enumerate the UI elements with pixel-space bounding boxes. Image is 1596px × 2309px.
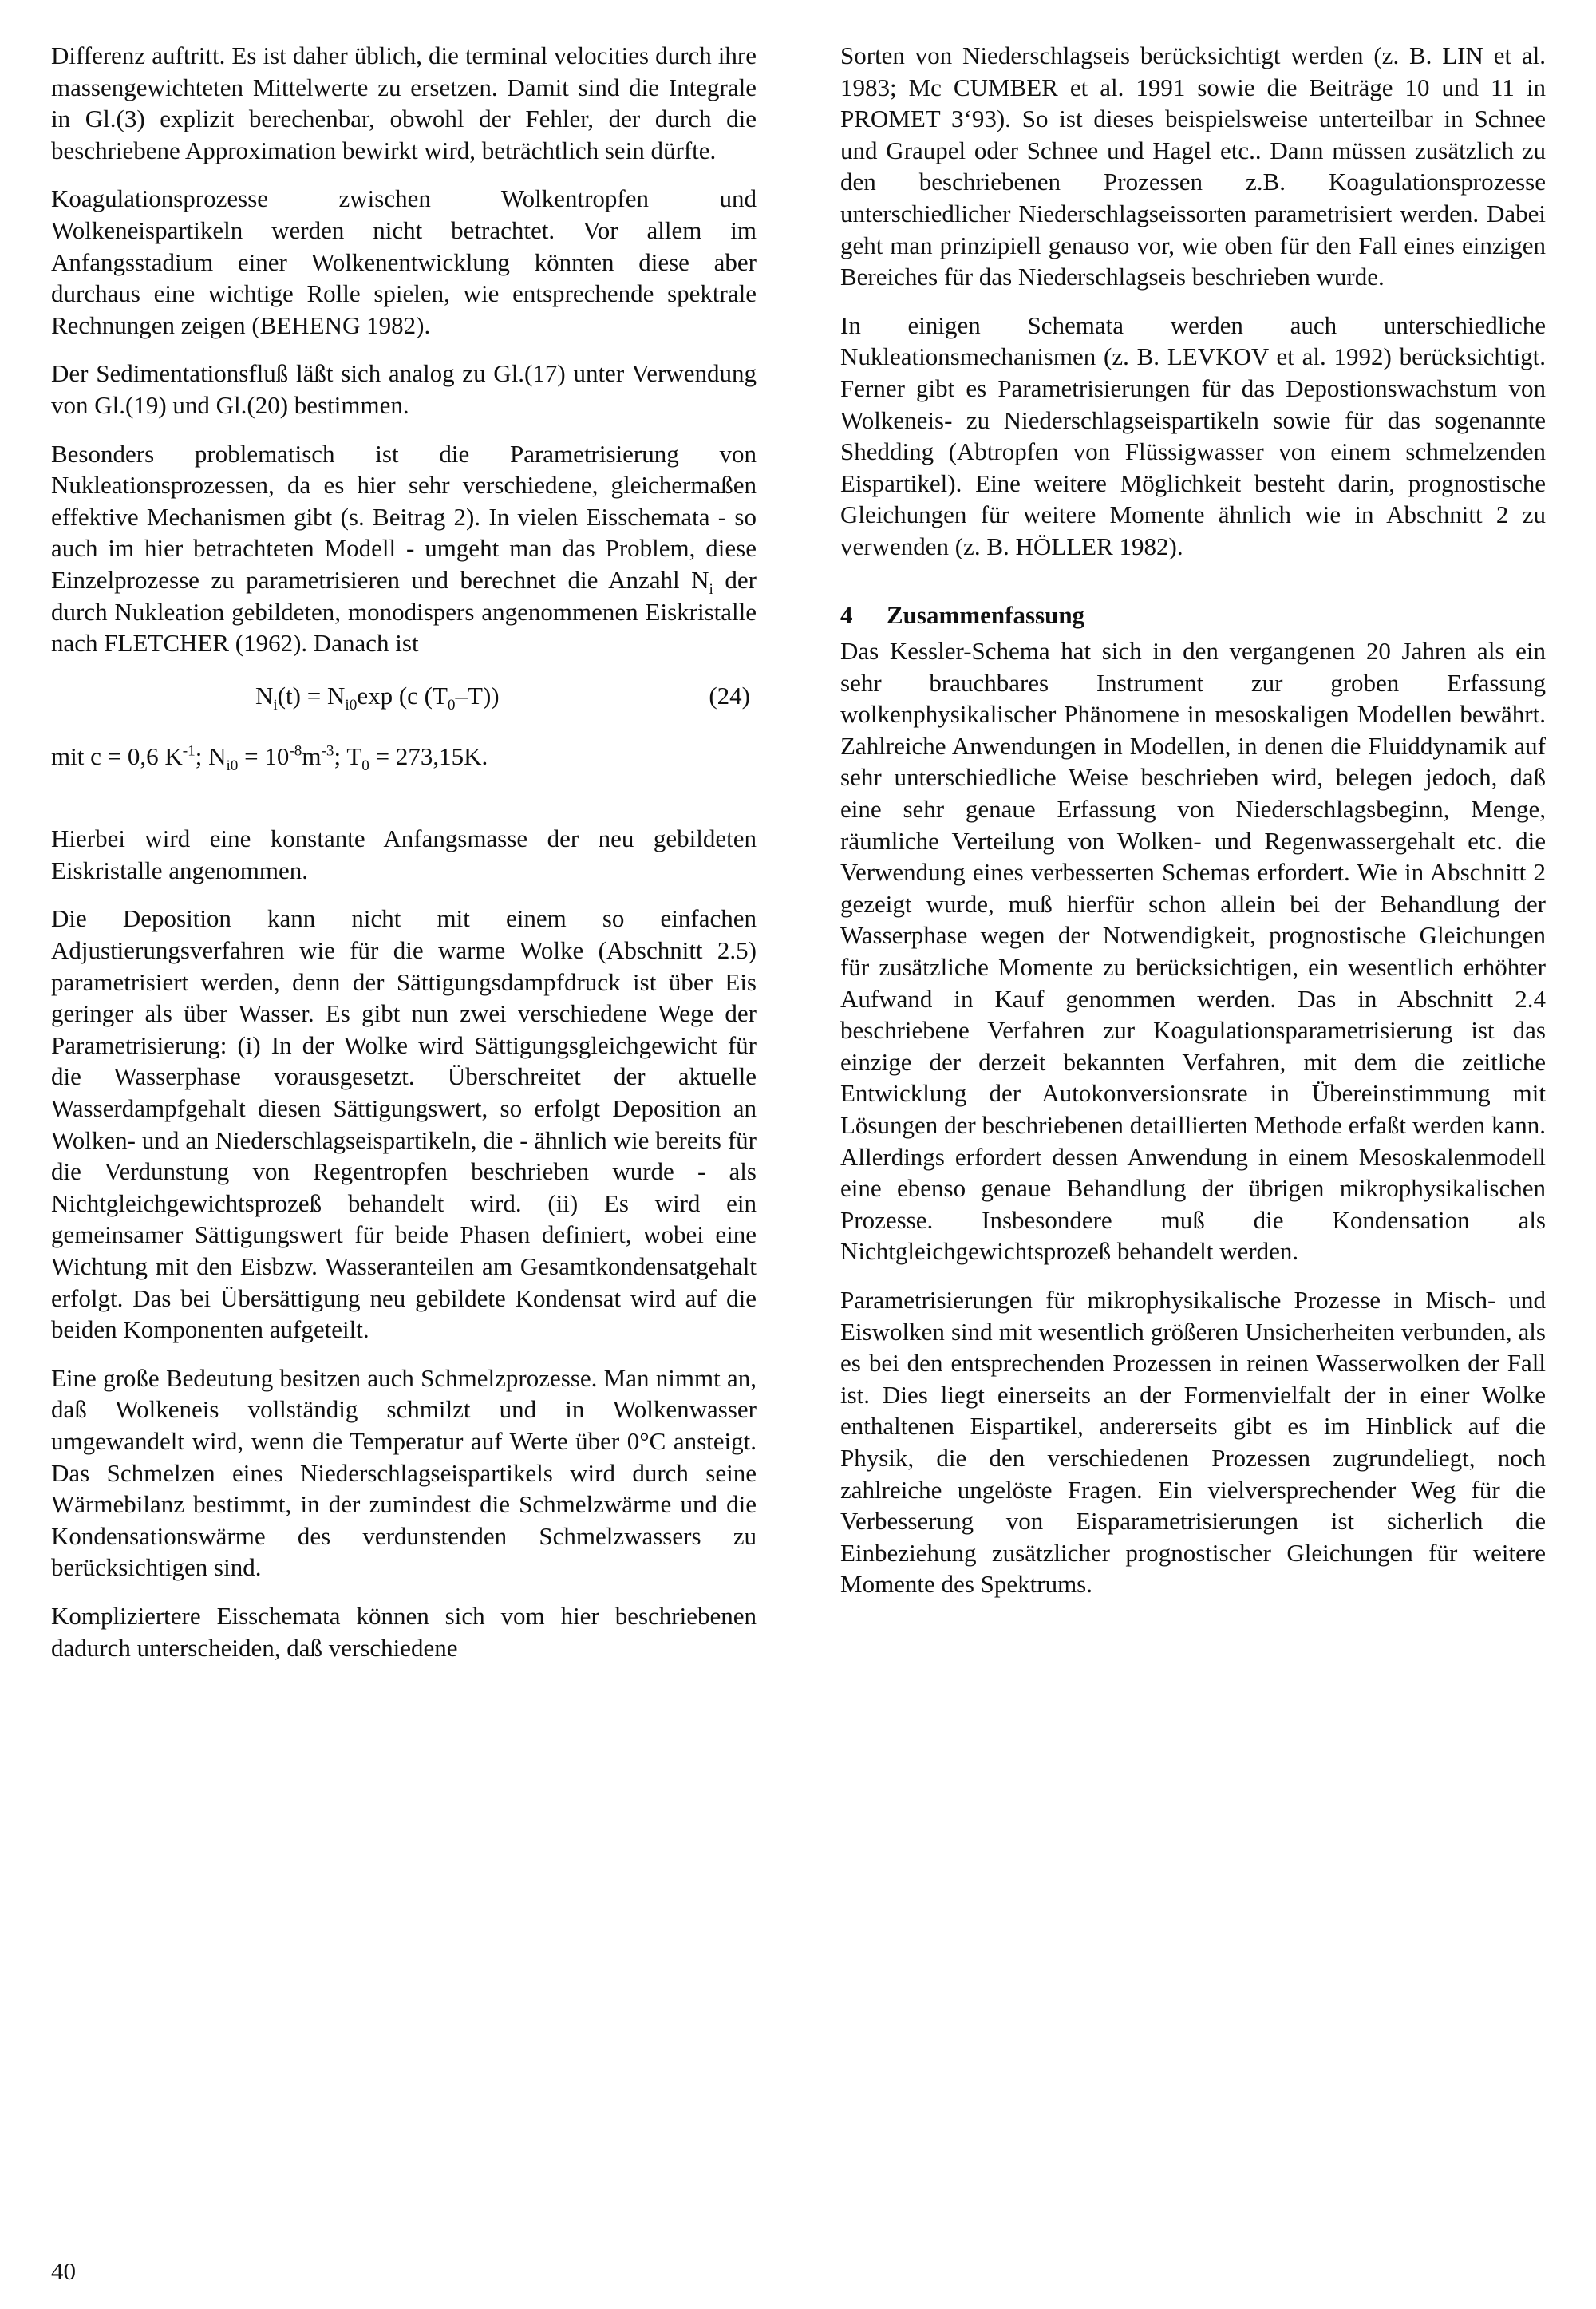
page-number: 40 <box>51 2257 76 2285</box>
equation-number: (24) <box>709 681 750 710</box>
eq-n: N <box>255 681 274 710</box>
const-t-sep: ; T <box>334 741 362 770</box>
paragraph-nukleation <box>51 438 757 659</box>
left-column <box>51 40 757 1680</box>
paragraph-anfangsmasse: Hierbei wird eine konstante Anfangsmasse der neu gebildeten Eiskristalle angenommen. <box>51 824 757 884</box>
const-n-sep: ; N <box>195 741 227 770</box>
section-heading <box>840 599 1546 631</box>
paragraph-kessler-schema: Das Kessler-Schema hat sich in den vergangenen 20 Jahren als ein sehr brauchbares Instrument zur groben Erfassung wolkenphysikalischer Phänomene in mesoskaligen Modellen bewährt. Zahlreiche Anwendungen in Modellen, in denen die Fluiddynamik auf sehr unterschiedliche Weise beschrieben wird, belegen jedoch, daß eine sehr genaue Erfassung von Niederschlagsbeginn, Menge, räumliche Verteilung von Wolken- und Regenwassergehalt etc. die Verwendung eines verbesserten Schemas erfordert. Wie in Abschnitt 2 gezeigt wurde, muß hierfür schon allein bei der Behandlung der Wasserphase wegen der Notwendigkeit, prognostische Gleichungen für zusätzliche Momente zu berücksichtigen, ein wesentlich erhöhter Aufwand in Kauf genommen werden. Das in Abschnitt 2.4 beschriebene Verfahren zur Koagulationsparametrisierung ist das einzige der derzeit bekannten Verfahren, mit dem die zeitliche Entwicklung der Autokonversionsrate in Übereinstimmung mit Lösungen der beschriebenen detaillierten Methode erfaßt werden kann. Allerdings erfordert dessen Anwendung in einem Mesoskalenmodell eine ebenso genaue Behandlung der übrigen mikrophysikalischen Prozesse. Insbesondere muß die Kondensation als Nichtgleichgewichtsprozeß behandelt werden. <box>840 637 1546 1266</box>
equation-24 <box>51 680 757 723</box>
const-m: m <box>302 741 322 770</box>
paragraph-misch-eiswolken: Parametrisierungen für mikrophysikalische Prozesse in Misch- und Eiswolken sind mit wesentlich größeren Unsicherheiten verbunden, als es bei den entsprechenden Prozessen in reinen Wasserwolken der Fall ist. Dies liegt einerseits an der Formenvielfalt der in einer Wolke enthaltenen Eispartikel, andererseits gibt es im Hinblick auf die Physik, die den verschiedenen Prozessen zugrundeliegt, noch zahlreiche ungelöste Fragen. Ein vielversprechender Weg für die Verbesserung von Eisparametrisierungen ist sicherlich die Einbeziehung zusätzlicher prognostischer Gleichungen für weitere Momente des Spektrums. <box>840 1285 1546 1599</box>
const-m-exp: -3 <box>321 742 334 760</box>
paragraph-deposition: Die Deposition kann nicht mit einem so einfachen Adjustierungsverfahren wie für die warme Wolke (Abschnitt 2.5) parametrisiert werden, denn der Sättigungsdampfdruck ist über Eis geringer als über Wasser. Es gibt nun zwei verschiedene Wege der Parametrisierung: (i) In der Wolke wird Sättigungsgleichgewicht für die Wasserphase vorausgesetzt. Überschreitet der aktuelle Wasserdampfgehalt diesen Sättigungswert, so erfolgt Deposition an Wolken- und an Niederschlagseispartikeln, die - ähnlich wie bereits für die Verdunstung von Regentropfen beschrieben wurde - als Nichtgleichgewichtsprozeß behandelt wird. (ii) Es wird ein gemeinsamer Sättigungswert für beide Phasen definiert, wobei eine Wichtung mit den Eisbzw. Wasseranteilen am Gesamtkondensatgehalt erfolgt. Das bei Übersättigung neu gebildete Kondensat wird auf die beiden Komponenten aufgeteilt. <box>51 904 757 1344</box>
section-number: 4 <box>840 600 853 629</box>
eq-tail: –T)) <box>455 681 500 710</box>
eq-sub-i: i <box>273 696 278 714</box>
nukleation-subscript-i: i <box>709 581 713 599</box>
nukleation-text-b: der durch Nukleation gebildeten, monodispers angenommenen Eiskristalle nach FLETCHER (1962). Danach ist <box>51 565 757 658</box>
const-n-eq: = 10 <box>238 741 290 770</box>
paragraph-schmelzprozesse: Eine große Bedeutung besitzen auch Schmelzprozesse. Man nimmt an, daß Wolkeneis vollständig schmilzt und in Wolkenwasser umgewandelt wird, wenn die Temperatur auf Werte über 0°C ansteigt. Das Schmelzen eines Niederschlagseispartikels wird durch seine Wärmebilanz bestimmt, in der zumindest die Schmelzwärme und die Kondensationswärme des verdunstenden Schmelzwassers zu berücksichtigen sind. <box>51 1363 757 1582</box>
const-c-exp: -1 <box>182 742 196 760</box>
equation-constants <box>51 741 757 773</box>
eq-sub-i0: i0 <box>345 696 358 714</box>
const-n-exp: -8 <box>289 742 302 760</box>
paragraph-sedimentation: Der Sedimentationsfluß läßt sich analog zu Gl.(17) unter Verwendung von Gl.(19) und Gl.(20) bestimmen. <box>51 359 757 419</box>
eq-t-part: (t) = N <box>277 681 346 710</box>
const-c: mit c = 0,6 K <box>51 741 183 770</box>
const-t-val: = 273,15K. <box>369 741 488 770</box>
paragraph-koagulation: Koagulationsprozesse zwischen Wolkentropfen und Wolkeneispartikeln werden nicht betrachtet. Vor allem im Anfangsstadium einer Wolkenentwicklung könnten diese aber durchaus eine wichtige Rolle spielen, wie entsprechende spektrale Rechnungen zeigen (BEHENG 1982). <box>51 184 757 339</box>
paragraph-niederschlagseis-sorten: Sorten von Niederschlagseis berücksichtigt werden (z. B. LIN et al. 1983; Mc CUMBER et al. 1991 sowie die Beiträge 10 und 11 in PROMET 3‘93). So ist dieses beispielsweise unterteilbar in Schnee und Graupel oder Schnee und Hagel etc.. Dann müssen zusätzlich zu den beschriebenen Prozessen z.B. Koagulationsprozesse unterschiedlicher Niederschlagseissorten parametrisiert werden. Dabei geht man prinzipiell genauso vor, wie oben für den Fall eines einzigen Bereiches für das Niederschlagseis beschrieben wurde. <box>840 42 1546 291</box>
eq-sub-0: 0 <box>447 696 456 714</box>
nukleation-text-a: Besonders problematisch ist die Parametrisierung von Nukleationsprozessen, da es hier sehr verschiedene, gleichermaßen effektive Mechanismen gibt (s. Beitrag 2). In vielen Eisschemata - so auch im hier betrachteten Modell - umgeht man das Problem, diese Einzelprozesse zu parametrisieren und berechnet die Anzahl N <box>51 439 757 594</box>
paragraph-eisschemata: Kompliziertere Eisschemata können sich vom hier beschriebenen dadurch unterscheiden, daß verschiedene <box>51 1601 757 1662</box>
right-column <box>840 40 1546 1617</box>
const-n-sub: i0 <box>226 757 239 774</box>
eq-exp-part: exp (c (T <box>357 681 448 710</box>
equation-formula <box>255 680 500 712</box>
section-title: Zusammenfassung <box>887 600 1085 629</box>
paragraph-nukleationsmechanismen: In einigen Schemata werden auch unterschiedliche Nukleationsmechanismen (z. B. LEVKOV et al. 1992) berücksichtigt. Ferner gibt es Parametrisierungen für das Depostionswachstum von Wolkeneis- zu Niederschlagseispartikeln sowie für das sogenannte Shedding (Abtropfen von Flüssigwasser von einem schmelzenden Eispartikel). Eine weitere Möglichkeit besteht darin, prognostische Gleichungen für weitere Momente ähnlich wie in Abschnitt 2 zu verwenden (z. B. HÖLLER 1982). <box>840 310 1546 560</box>
paragraph-terminal-velocities: Differenz auftritt. Es ist daher üblich, die terminal velocities durch ihre massengewichteten Mittelwerte zu ersetzen. Damit sind die Integrale in Gl.(3) explizit berechenbar, obwohl der Fehler, der durch die beschriebene Approximation bewirkt wird, beträchtlich sein dürfte. <box>51 42 757 164</box>
const-t-sub: 0 <box>361 757 369 774</box>
